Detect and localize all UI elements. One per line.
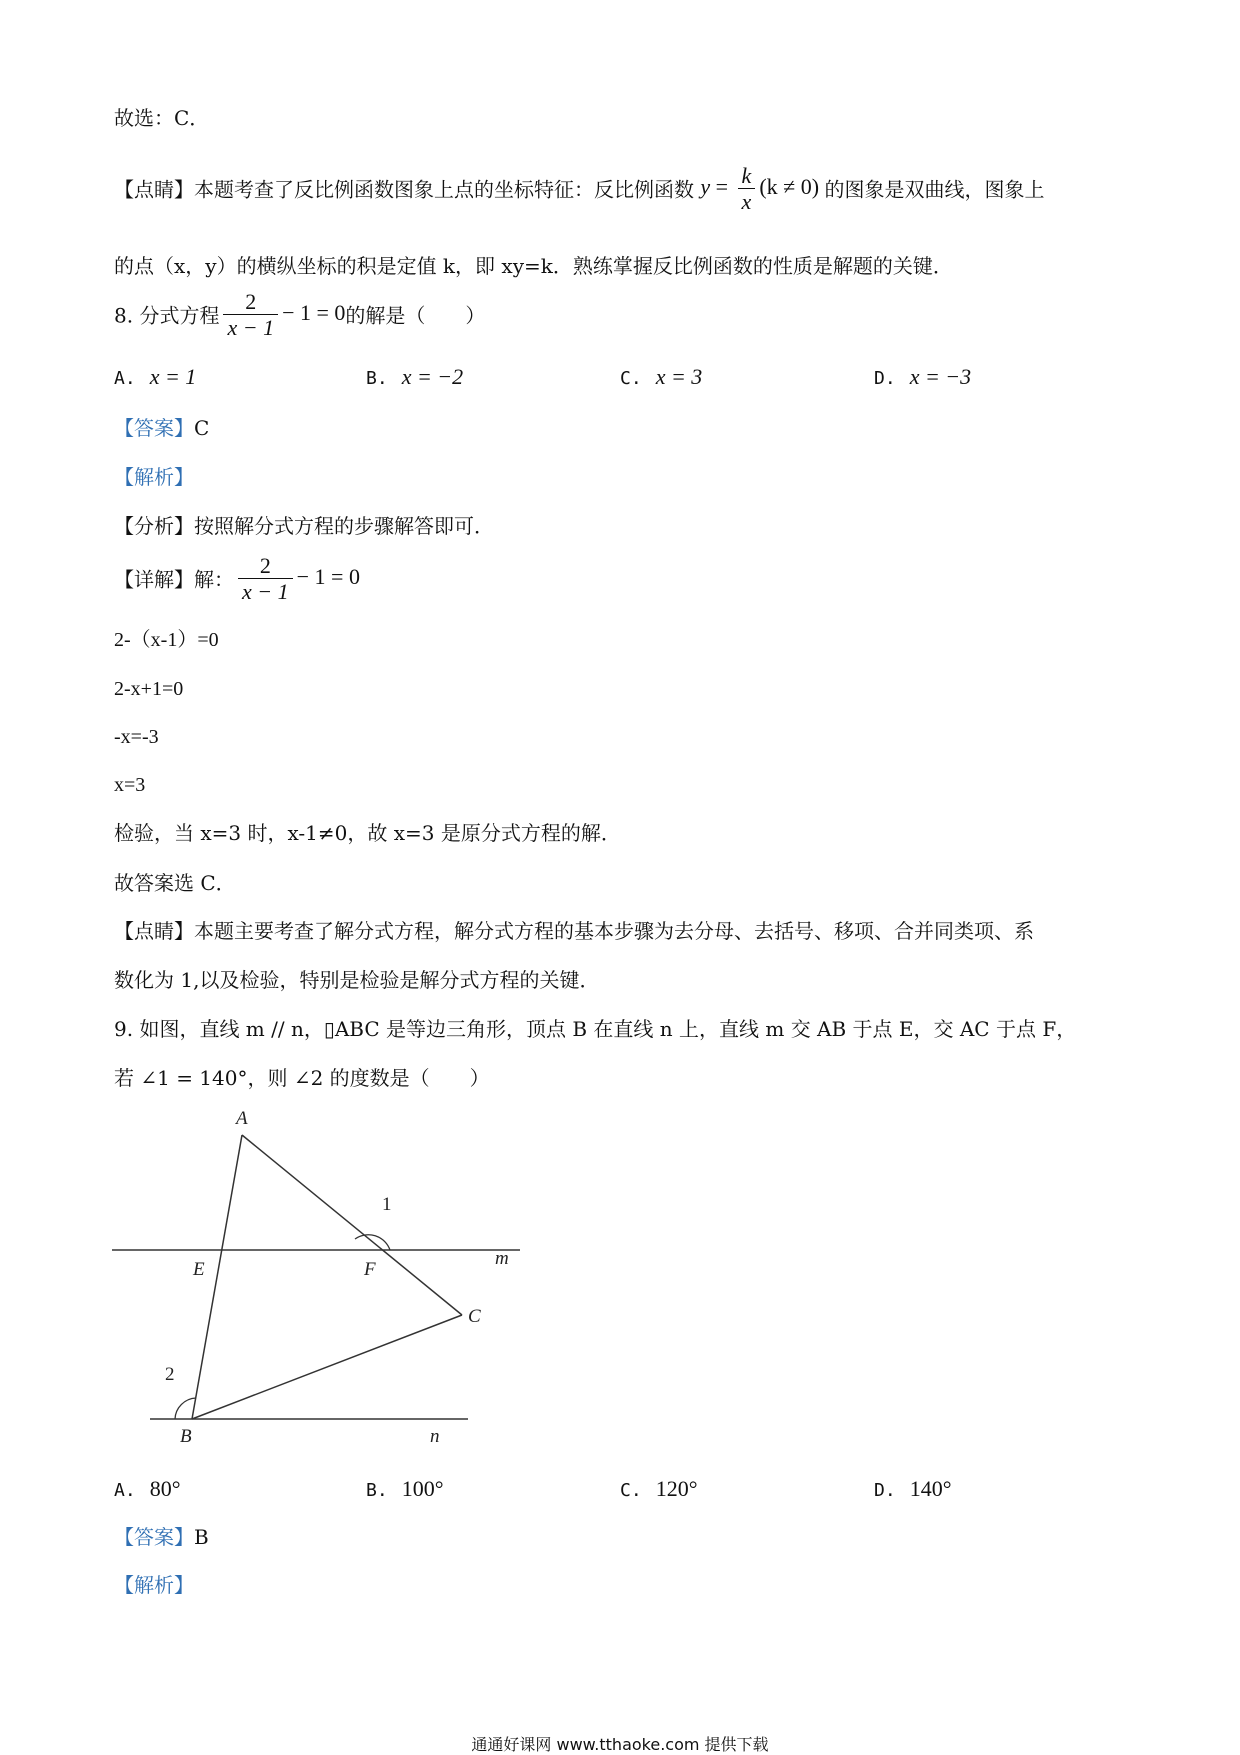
fraction-numerator: k [741,163,752,188]
detail-fraction [238,554,293,604]
fenxi-tag: 【分析】 [114,514,194,538]
q9-stem-1: 9. 如图，直线 m // n，▯ABC 是等边三角形，顶点 B 在直线 n 上，直线 m 交 AB 于点 E，交 AC 于点 F， [114,1017,1077,1041]
formula-eq: = [710,174,734,200]
q8-conclusion [114,873,236,893]
dianjing-tag: 【点睛】 [114,919,194,943]
step-4: x=3 [114,774,146,796]
q9-option-a [114,1478,181,1500]
q8-dianjing-2 [114,970,599,990]
option-key: D. [874,1480,896,1501]
q8-fraction [223,290,278,340]
q8-dianjing [114,921,1034,941]
question-8-stem [114,290,485,340]
option-key: B. [366,368,388,389]
option-value: x = 1 [149,364,197,389]
formula-condition: (k ≠ 0) [759,174,820,200]
option-value: 80° [149,1476,181,1501]
step-3: -x=-3 [114,726,159,748]
q8-equation [219,289,346,341]
conclusion-text: 故选：C． [114,106,210,130]
conclusion-text: 故答案选 C． [114,871,236,895]
detail-equation [234,553,360,605]
label-e: E [193,1259,205,1280]
option-value: 100° [401,1476,444,1501]
q9-analysis-heading [114,1575,194,1595]
formula-fraction [738,164,756,214]
label-angle-2: 2 [165,1364,175,1385]
dianjing-text-2: 数化为 1,以及检验，特别是检验是解分式方程的关键． [114,968,600,992]
label-b: B [180,1426,192,1447]
remark-text-2: 的点（x，y）的横纵坐标的积是定值 k，即 xy=k．熟练掌握反比例函数的性质是解题的关键． [114,254,953,278]
formula-y: y [700,174,711,200]
step-1: 2-（x-1）=0 [114,629,219,651]
q9-figure [100,1100,540,1450]
detail-text: 解： [194,567,234,592]
q8-fenxi [114,516,494,536]
q8-option-c [620,366,702,388]
q8-denominator: x − 1 [223,314,278,340]
detail-numerator: 2 [259,553,271,578]
option-value: 120° [655,1476,698,1501]
label-c: C [468,1306,481,1327]
q8-equation-rest: − 1 = 0 [282,300,346,326]
dianjing-text-1: 本题主要考查了解分式方程，解分式方程的基本步骤为去分母、去括号、移项、合并同类项、系 [194,919,1034,943]
remark-tag: 【点睛】 [114,177,194,202]
option-value: x = −2 [401,364,464,389]
q8-analysis-heading [114,467,194,487]
remark-line-2 [114,256,953,276]
label-f: F [364,1259,376,1280]
side-bc [192,1315,462,1419]
analysis-tag: 【解析】 [114,465,194,489]
detail-tag: 【详解】 [114,567,194,592]
fenxi-text: 按照解分式方程的步骤解答即可． [194,514,494,538]
answer-tag: 【答案】 [114,1525,194,1549]
q8-option-b [366,366,463,388]
fraction-denominator: x [738,188,756,214]
remark-line [114,164,1045,214]
answer-value: C [194,416,210,440]
answer-value: B [194,1525,209,1549]
function-formula [700,163,824,215]
option-value: 140° [909,1476,952,1501]
option-key: D. [874,368,896,389]
label-a: A [236,1108,248,1129]
question-9-stem-2 [114,1068,490,1088]
detail-denominator: x − 1 [238,578,293,604]
conclusion-line [114,108,209,128]
side-ac [242,1135,462,1315]
option-key: B. [366,1480,388,1501]
label-n: n [430,1426,440,1447]
q8-answer [114,418,209,438]
page-footer: 通通好课网 www.tthaoke.com 提供下载 [471,1735,769,1754]
remark-text-b: 的图象是双曲线，图象上 [824,177,1045,202]
q8-detail [114,554,360,604]
option-key: A. [114,368,136,389]
option-key: A. [114,1480,136,1501]
q8-option-d [874,366,971,388]
label-angle-1: 1 [382,1194,392,1215]
remark-text: 本题考查了反比例函数图象上点的坐标特征：反比例函数 [194,177,694,202]
q8-numerator: 2 [245,289,257,314]
step-2: 2-x+1=0 [114,678,184,700]
q9-answer [114,1527,209,1547]
check-text: 检验，当 x=3 时，x-1≠0，故 x=3 是原分式方程的解． [114,821,621,845]
detail-equation-rest: − 1 = 0 [296,564,360,590]
option-value: x = 3 [655,364,703,389]
q8-stem-b: 的解是（ ） [345,303,486,328]
q9-option-c [620,1478,698,1500]
q8-stem-a: 8. 分式方程 [114,303,220,328]
q9-stem-2: 若 ∠1 = 140°，则 ∠2 的度数是（ ） [114,1066,490,1090]
answer-tag: 【答案】 [114,416,194,440]
q8-option-a [114,366,196,388]
q8-check [114,823,621,843]
q9-option-b [366,1478,444,1500]
option-key: C. [620,368,642,389]
analysis-tag: 【解析】 [114,1573,194,1597]
label-m: m [495,1248,509,1269]
option-key: C. [620,1480,642,1501]
option-value: x = −3 [909,364,972,389]
question-9-stem-1 [114,1019,1076,1039]
q9-option-d [874,1478,952,1500]
